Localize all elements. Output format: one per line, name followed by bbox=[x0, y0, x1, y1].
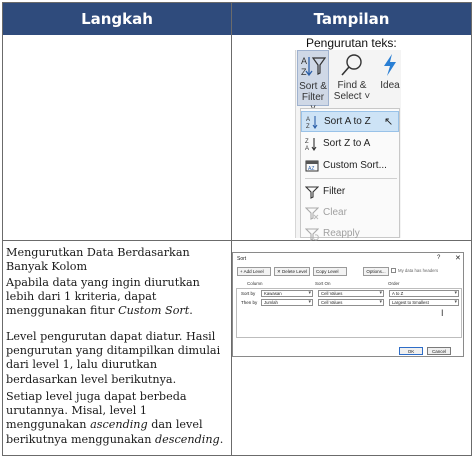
delete-level-button[interactable]: ✕ Delete Level bbox=[274, 267, 310, 276]
add-level-button[interactable]: + Add Level bbox=[237, 267, 271, 276]
sort-dropdown-menu bbox=[300, 108, 400, 238]
step-heading: Mengurutkan Data Berdasarkan Banyak Kolom bbox=[6, 246, 190, 274]
checkbox-box bbox=[391, 268, 396, 273]
sort-levels-grid bbox=[236, 288, 462, 338]
options-button[interactable]: Options... bbox=[363, 267, 389, 276]
svg-text:AZ: AZ bbox=[308, 165, 315, 172]
lightning-icon bbox=[380, 52, 400, 78]
sort-by-column-select[interactable]: Kawasan ▾ bbox=[261, 290, 313, 297]
find-select-line1: Find & bbox=[337, 80, 367, 91]
step-paragraph-2: Level pengurutan dapat diatur. Hasil pengurutan yang ditampilkan dimulai dari level 1, lalu diurutkan berdasarkan level berikutnya. bbox=[6, 330, 221, 386]
svg-text:A: A bbox=[305, 145, 310, 151]
ribbon-caption: Pengurutan teks: bbox=[306, 36, 397, 50]
menu-item-sort-z-a[interactable] bbox=[301, 133, 399, 154]
header-tampilan: Tampilan bbox=[232, 3, 471, 35]
custom-sort-term: Custom Sort bbox=[118, 304, 190, 318]
menu-item-filter[interactable] bbox=[301, 181, 399, 202]
menu-label-reapply: Reapply bbox=[323, 228, 360, 239]
ascending-term: ascending bbox=[90, 418, 148, 432]
menu-item-reapply[interactable] bbox=[301, 223, 399, 244]
then-by-sort-on-select[interactable]: Cell Values ▾ bbox=[318, 299, 384, 306]
svg-text:Z: Z bbox=[301, 67, 307, 77]
svg-text:Z: Z bbox=[306, 123, 310, 129]
order-header: Order bbox=[388, 281, 400, 286]
column-divider bbox=[231, 3, 232, 455]
sort-on-header: Sort On bbox=[315, 281, 331, 286]
sort-az-icon bbox=[306, 115, 320, 129]
ideas-label: Idea bbox=[380, 80, 400, 91]
menu-separator bbox=[305, 178, 397, 179]
column-header: Column bbox=[247, 281, 263, 286]
header-langkah: Langkah bbox=[3, 3, 231, 35]
headers-checkbox-label: My data has headers bbox=[398, 268, 439, 273]
row-divider bbox=[3, 240, 471, 241]
menu-label-sort-z-a: Sort Z to A bbox=[323, 138, 371, 149]
sort-by-order-select[interactable]: A to Z ▾ bbox=[389, 290, 459, 297]
menu-label-filter: Filter bbox=[323, 186, 346, 197]
svg-text:Z: Z bbox=[305, 138, 309, 145]
magnifier-icon bbox=[339, 52, 365, 78]
custom-sort-icon bbox=[305, 160, 319, 172]
then-by-column-select[interactable]: Jumlah ▾ bbox=[261, 299, 313, 306]
find-select-button[interactable] bbox=[332, 50, 372, 106]
menu-item-custom-sort[interactable] bbox=[301, 155, 399, 176]
menu-item-sort-a-z[interactable] bbox=[301, 111, 399, 132]
sort-filter-line1: Sort & bbox=[299, 81, 327, 92]
cancel-button[interactable]: Cancel bbox=[427, 347, 451, 355]
sort-filter-icon bbox=[300, 54, 326, 78]
svg-text:A: A bbox=[306, 116, 311, 123]
mouse-cursor-icon: ↖ bbox=[384, 116, 394, 128]
menu-label-sort-a-z: Sort A to Z bbox=[324, 116, 371, 127]
headers-checkbox[interactable] bbox=[391, 268, 438, 273]
ideas-button[interactable] bbox=[378, 50, 402, 106]
text-cursor-icon: I bbox=[441, 308, 444, 318]
copy-level-button[interactable]: Copy Level bbox=[313, 267, 347, 276]
reapply-icon bbox=[305, 227, 319, 241]
step-paragraph-3: Setiap level juga dapat berbeda urutannya. Misal, level 1 menggunakan ascending dan level berikutnya menggunakan descending. bbox=[6, 390, 224, 446]
sort-dialog bbox=[232, 252, 464, 357]
ok-button[interactable]: OK bbox=[399, 347, 423, 355]
sort-by-label: Sort by bbox=[241, 291, 256, 296]
sort-by-sort-on-select[interactable]: Cell Values ▾ bbox=[318, 290, 384, 297]
dialog-title: Sort bbox=[237, 256, 247, 262]
filter-icon bbox=[305, 185, 319, 199]
ribbon-screenshot bbox=[295, 50, 401, 238]
help-icon[interactable]: ? bbox=[437, 255, 441, 261]
sort-filter-button[interactable] bbox=[297, 50, 329, 106]
sort-filter-line2: Filter bbox=[301, 92, 325, 103]
then-by-order-select[interactable]: Largest to Smallest ▾ bbox=[389, 299, 459, 306]
sort-za-icon bbox=[305, 137, 319, 151]
menu-label-custom-sort: Custom Sort... bbox=[323, 160, 387, 171]
menu-item-clear[interactable] bbox=[301, 202, 399, 223]
menu-label-clear: Clear bbox=[323, 207, 347, 218]
svg-text:A: A bbox=[301, 56, 308, 66]
descending-term: descending bbox=[155, 432, 220, 446]
step-paragraph-1: Apabila data yang ingin diurutkan lebih dari 1 kriteria, dapat menggunakan fitur Custom Sort. bbox=[6, 276, 200, 318]
find-select-line2: Select ˅ bbox=[333, 91, 371, 102]
close-icon[interactable]: ✕ bbox=[455, 255, 461, 262]
clear-filter-icon bbox=[305, 206, 319, 220]
then-by-label: Then by bbox=[241, 300, 258, 305]
